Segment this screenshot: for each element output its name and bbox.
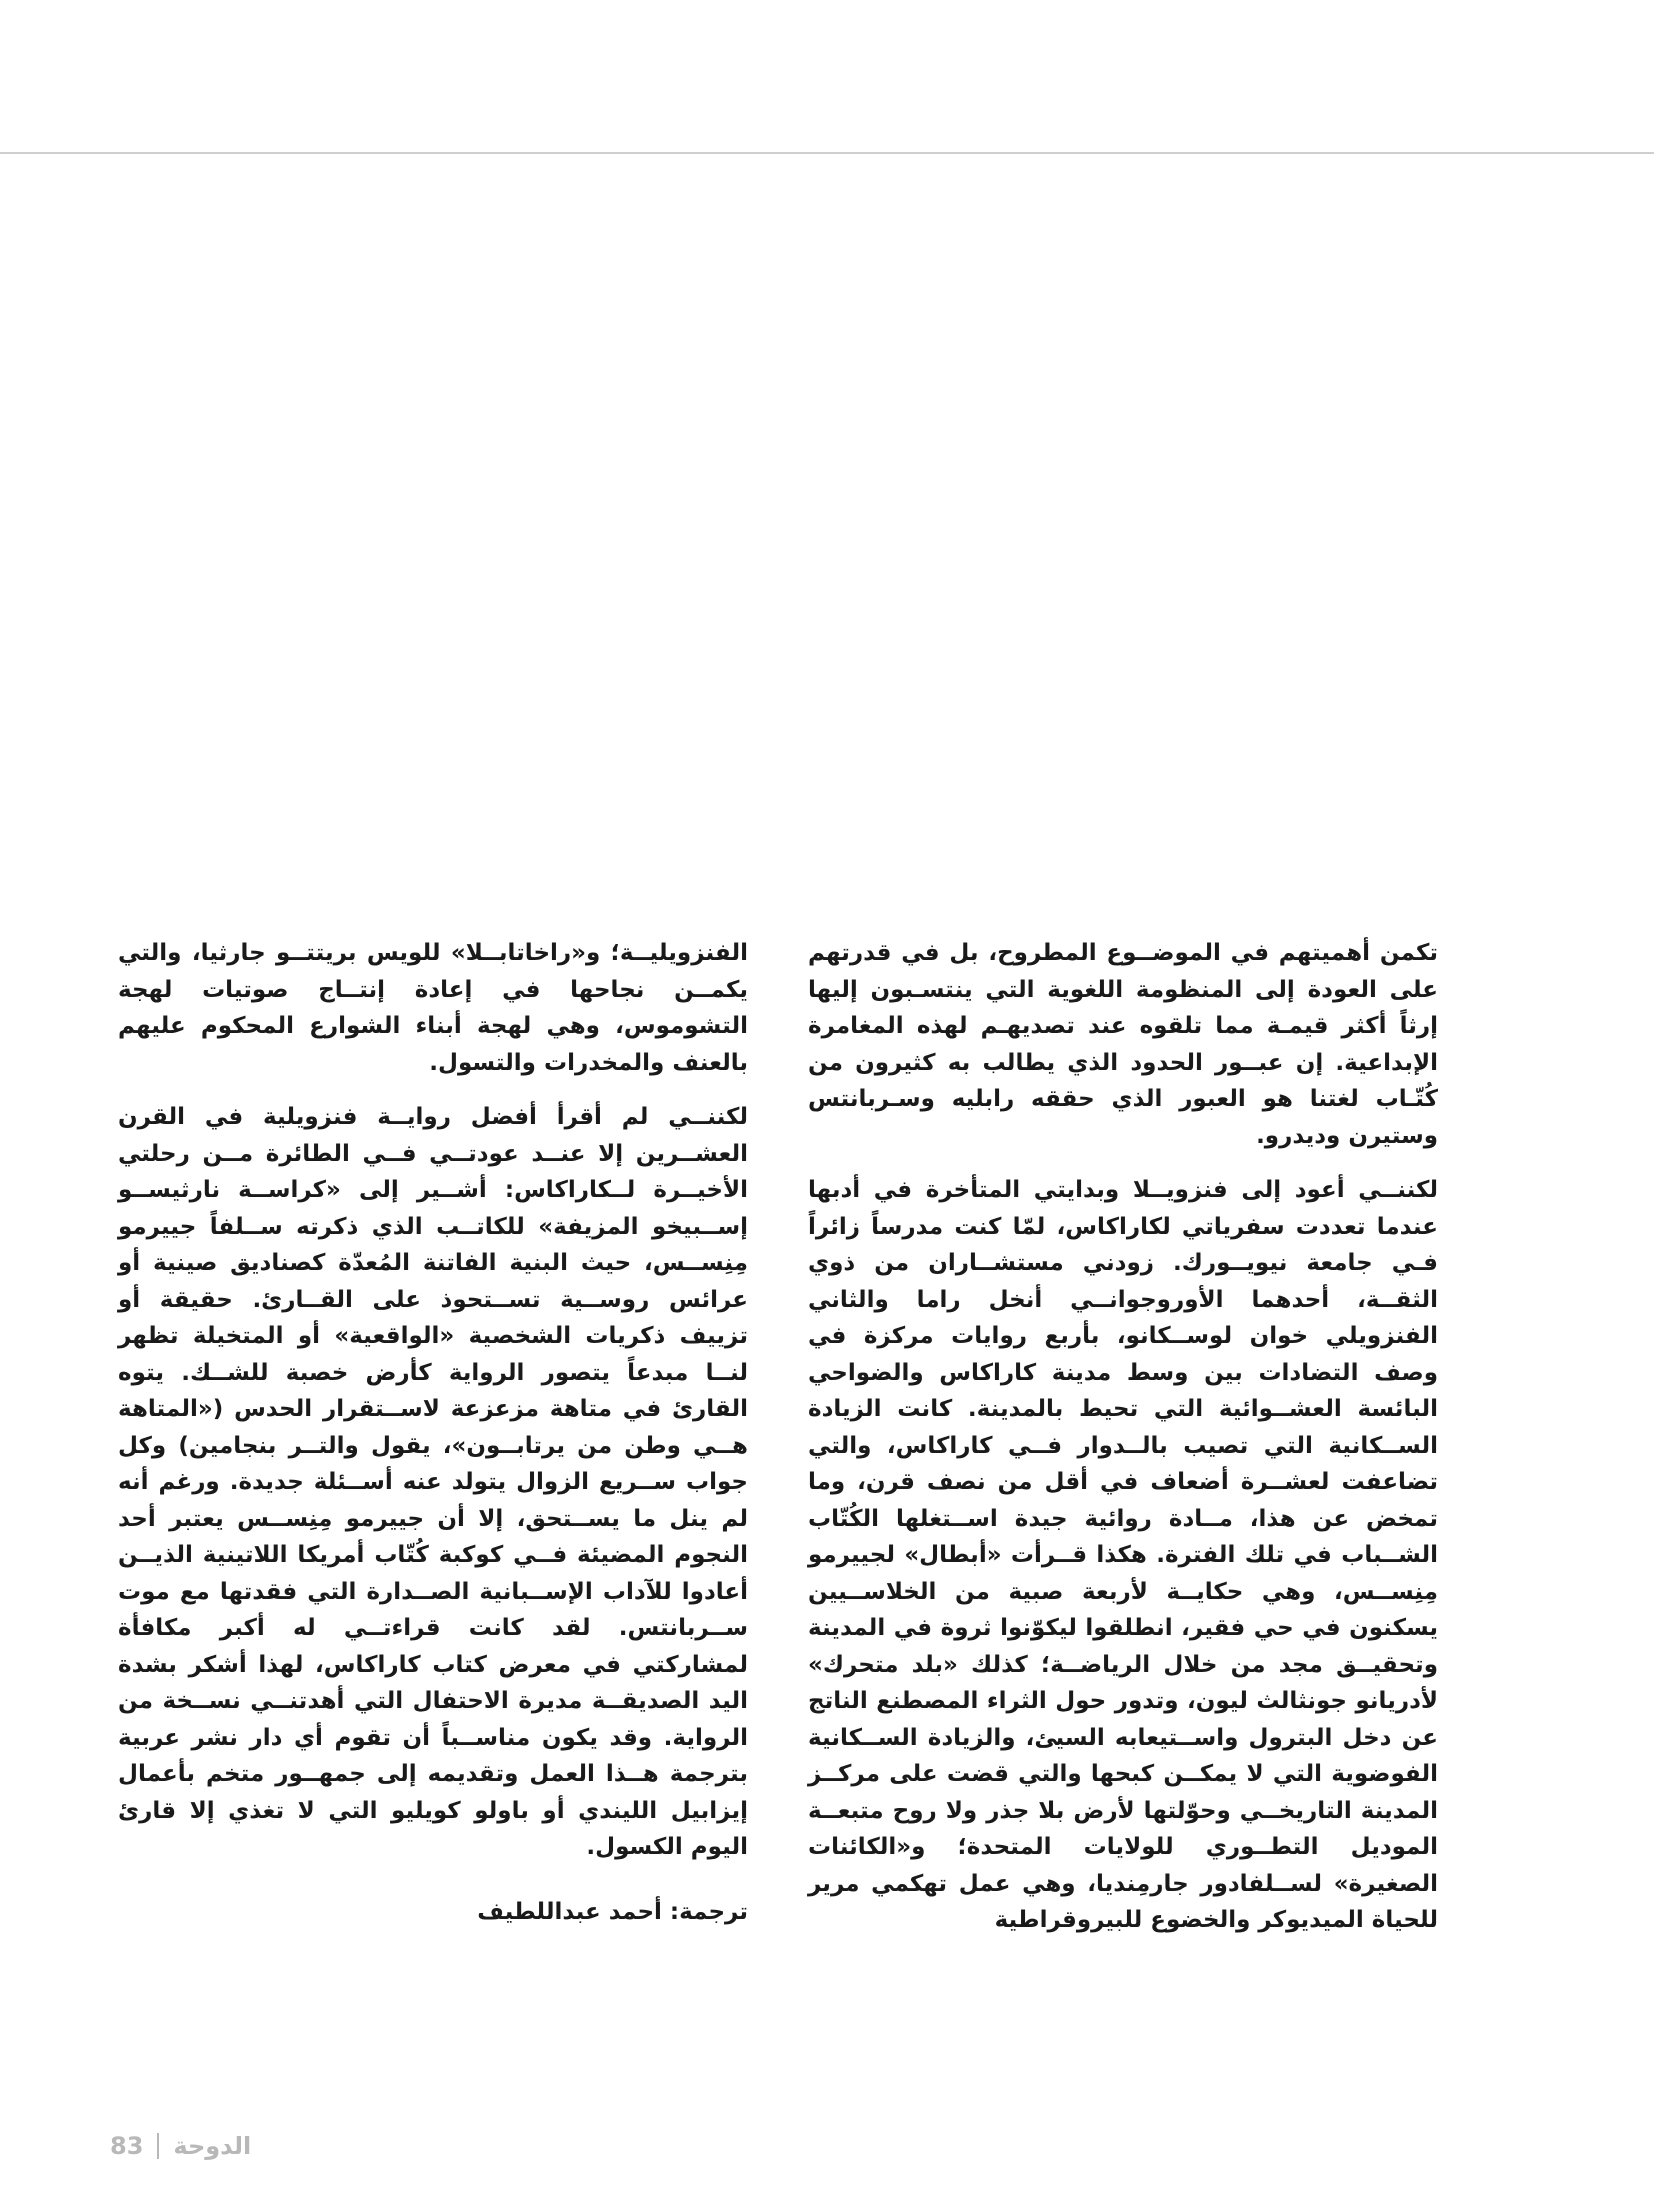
paragraph: تكمن أهميتهم في الموضــوع المطروح، بل في قدرتهم على العودة إلى المنظومة اللغوية التي ينتسـبون إليها إرثاً أكثر قيمـة مما تلقوه عند تصديهـم لهذه المغامرة الإبداعية. إن عبــور الحدود الذي يطالب به كثيرون من كُتّـاب لغتنا هو العبور الذي حققه رابليه وسـربانتس وستيرن وديدرو. (808, 940, 1438, 1149)
translator-credit: ترجمة: أحمد عبداللطيف (477, 1898, 748, 1925)
page-footer (110, 2132, 251, 2160)
paragraph: الفنزويليــة؛ و«راخاتابــلا» للويس بريتتــو جارثيا، والتي يكمــن نجاحها في إعادة إنتــاج صوتيات لهجة التشوموس، وهي لهجة أبناء الشوارع المحكوم عليهم بالعنف والمخدرات والتسول. (118, 940, 748, 1076)
page-number: 83 (110, 2132, 144, 2160)
magazine-name: الدوحة (173, 2132, 252, 2160)
article-column-left (118, 935, 748, 1930)
article-column-right (808, 935, 1438, 1957)
top-divider-line (0, 152, 1654, 154)
paragraph: لكننــي أعود إلى فنزويــلا وبدايتي المتأخرة في أدبها عندما تعددت سفرياتي لكاراكاس، لمّا كنت مدرساً زائراً فـي جامعة نيويــورك. زودني مستشــاران من ذوي الثقــة، أحدهما الأوروجوانــي أنخل راما والثاني الفنزويلي خوان لوســكانو، بأربع روايات مركزة في وصف التضادات بين وسط مدينة كاراكاس والضواحي البائسة العشــوائية التي تحيط بالمدينة. كانت الزيادة الســكانية التي تصيب بالــدوار فــي كاراكاس، والتي تضاعفت لعشــرة أضعاف في أقل من نصف قرن، وما تمخض عن هذا، مــادة روائية جيدة اســتغلها الكُتّاب الشــباب في تلك الفترة. هكذا قــرأت «أبطال» لجييرمو مِنِســس، وهي حكايــة لأربعة صبية من الخلاســيين يسكنون في حي فقير، انطلقوا ليكوّنوا ثروة في المدينة وتحقيــق مجد من خلال الرياضــة؛ كذلك «بلد متحرك» لأدريانو جونثالث ليون، وتدور حول الثراء المصطنع الناتج عن دخل البترول واســتيعابه السيئ، والزيادة الســكانية الفوضوية التي لا يمكــن كبحها والتي قضت على مركــز المدينة التاريخــي وحوّلتها لأرض بلا جذر ولا روح متبعــة الموديل التطــوري للولايات المتحدة؛ و«الكائنات الصغيرة» لســلفادور جارمِنديا، وهي عمل تهكمي مرير للحياة الميديوكر والخضوع للبيروقراطية (808, 1177, 1438, 1933)
paragraph: لكننــي لم أقرأ أفضل روايــة فنزويلية في القرن العشــرين إلا عنــد عودتــي فــي الطائرة مــن رحلتي الأخيــرة لــكاراكاس: أشــير إلى «كراســة نارثيســو إســبيخو المزيفة» للكاتــب الذي ذكرته ســلفاً جييرمو مِنِســس، حيث البنية الفاتنة المُعدّة كصناديق صينية أو عرائس روســية تســتحوذ على القــارئ. حقيقة أو تزييف ذكريات الشخصية «الواقعية» أو المتخيلة تظهر لنــا مبدعاً يتصور الرواية كأرض خصبة للشــك. يتوه القارئ في متاهة مزعزعة لاســتقرار الحدس («المتاهة هــي وطن من يرتابــون»، يقول والتــر بنجامين) وكل جواب ســريع الزوال يتولد عنه أســئلة جديدة. ورغم أنه لم ينل ما يســتحق، إلا أن جييرمو مِنِســس يعتبر أحد النجوم المضيئة فــي كوكبة كُتّاب أمريكا اللاتينية الذيــن أعادوا للآداب الإســبانية الصــدارة التي فقدتها مع موت ســربانتس. لقد كانت قراءتــي له أكبر مكافأة لمشاركتي في معرض كتاب كاراكاس، لهذا أشكر بشدة اليد الصديقــة مديرة الاحتفال التي أهدتنــي نســخة من الرواية. وقد يكون مناســباً أن تقوم أي دار نشر عربية بترجمة هــذا العمل وتقديمه إلى جمهــور متخم بأعمال إيزابيل الليندي أو باولو كويليو التي لا تغذي إلا قارئ اليوم الكسول. (118, 1104, 748, 1860)
footer-separator (157, 2133, 159, 2159)
